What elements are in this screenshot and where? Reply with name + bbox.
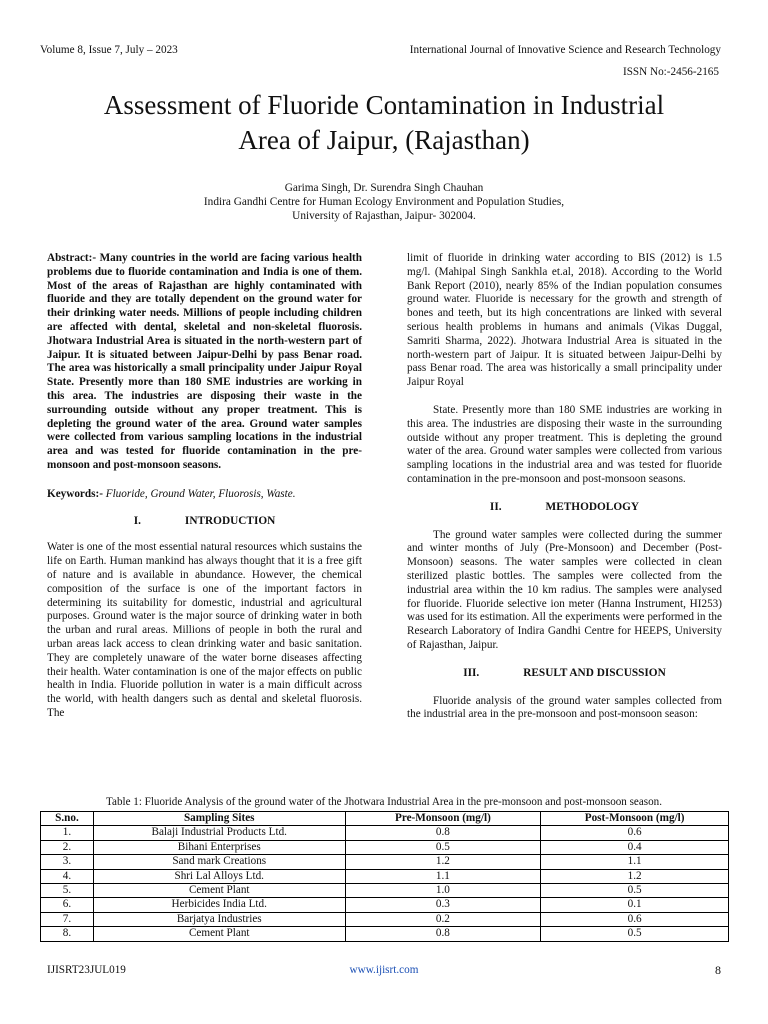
cell-sno: 2. [41,840,94,854]
table-row [41,840,729,854]
section-results-title: RESULT AND DISCUSSION [523,666,666,679]
cell-sno: 4. [41,869,94,883]
cell-sno: 1. [41,826,94,840]
header-journal: International Journal of Innovative Science and Research Technology [409,44,721,56]
footer-website-link[interactable]: www.ijisrt.com [349,964,419,976]
table-caption: Table 1: Fluoride Analysis of the ground water of the Jhotwara Industrial Area in the pre-monsoon and post-monsoon season. [106,796,662,808]
affiliation-line-1: Indira Gandhi Centre for Human Ecology Environment and Population Studies, [203,196,565,208]
cell-site: Bihani Enterprises [93,840,345,854]
cell-post: 1.1 [541,855,729,869]
cell-post: 0.5 [541,884,729,898]
cell-site: Herbicides India Ltd. [93,898,345,912]
keywords-line [47,488,362,502]
title-line-1: Assessment of Fluoride Contamination in Industrial [103,90,665,120]
cell-pre: 0.5 [345,840,541,854]
cell-site: Cement Plant [93,927,345,941]
results-paragraph: Fluoride analysis of the ground water samples collected from the industrial area in the pre-monsoon and post-monsoon season: [407,694,722,721]
left-column [47,252,362,721]
table-row [41,855,729,869]
section-intro-heading [47,515,362,529]
section-intro-title: INTRODUCTION [184,514,276,527]
affiliation-line-2: University of Rajasthan, Jaipur- 302004. [292,210,476,222]
keywords-label: Keywords:- [47,487,103,500]
col-header-pre-monsoon: Pre-Monsoon (mg/l) [345,812,541,826]
table-row [41,912,729,926]
cell-post: 0.5 [541,927,729,941]
cell-sno: 6. [41,898,94,912]
cell-post: 1.2 [541,869,729,883]
col-header-post-monsoon: Post-Monsoon (mg/l) [541,812,729,826]
right-paragraph-2: State. Presently more than 180 SME industries are working in this area. The industries are disposing their waste in the surrounding outside without any proper treatment. This is depleting the ground water of the area. Ground water samples were collected from various sampling locations in the industrial area and was tested for fluoride contamination in the pre-monsoon and post-monsoon seasons. [407,403,722,485]
cell-site: Balaji Industrial Products Ltd. [93,826,345,840]
cell-post: 0.4 [541,840,729,854]
cell-site: Sand mark Creations [93,855,345,869]
table-row [41,884,729,898]
section-methodology-title: METHODOLOGY [545,500,640,513]
right-paragraph-1: limit of fluoride in drinking water according to BIS (2012) is 1.5 mg/l. (Mahipal Singh Sankhla et.al, 2018). According to the World Bank Report (2010), nearly 85% of the Indian population consumes ground water. Fluoride is necessary for the growth and strength of bones and teeth, but its high concentrations are linked with several serious health problems in humans and animals (Vikas Duggal, Samriti Sharma, 2022). Jhotwara Industrial Area is situated in the north-western part of Jaipur. It is situated between Jaipur-Delhi by pass Benar road. The area was historically a small principality under Jaipur Royal [407,252,722,389]
cell-pre: 0.8 [345,826,541,840]
methodology-paragraph: The ground water samples were collected during the summer and winter months of July (Pre-Monsoon) and December (Post-Monsoon) seasons. The water samples were collected in clean sterilized plastic bottles. The samples were collected from the industrial area within the 10 km radius. The samples were analysed for fluoride. Fluoride selective ion meter (Hanna Instrument, HI253) was used for its estimation. All the experiments were performed in the Research Laboratory of Indira Gandhi Centre for HEEPS, University of Rajasthan, Jaipur. [407,528,722,651]
page-title [40,88,728,158]
title-line-2: Area of Jaipur, (Rajasthan) [238,125,530,155]
cell-post: 0.6 [541,912,729,926]
col-header-sno: S.no. [41,812,94,826]
cell-pre: 0.2 [345,912,541,926]
section-results-heading [407,667,722,681]
cell-pre: 0.3 [345,898,541,912]
authors: Garima Singh, Dr. Surendra Singh Chauhan [284,182,484,194]
section-methodology-number: II. [489,500,502,513]
cell-sno: 5. [41,884,94,898]
footer-page-number: 8 [715,963,721,977]
cell-sno: 7. [41,912,94,926]
fluoride-table [40,811,729,942]
section-methodology-heading [407,501,722,515]
cell-site: Barjatya Industries [93,912,345,926]
keywords: Fluoride, Ground Water, Fluorosis, Waste. [105,487,296,500]
table-row [41,898,729,912]
table-row [41,927,729,941]
table-header-row [41,812,729,826]
cell-site: Cement Plant [93,884,345,898]
header-volume: Volume 8, Issue 7, July – 2023 [40,44,178,56]
section-results-number: III. [463,666,480,679]
cell-pre: 0.8 [345,927,541,941]
cell-pre: 1.0 [345,884,541,898]
cell-site: Shri Lal Alloys Ltd. [93,869,345,883]
cell-sno: 8. [41,927,94,941]
cell-sno: 3. [41,855,94,869]
table-row [41,869,729,883]
cell-pre: 1.1 [345,869,541,883]
right-column [407,252,722,722]
cell-post: 0.1 [541,898,729,912]
footer-paper-code: IJISRT23JUL019 [47,964,126,976]
section-intro-number: I. [133,514,141,527]
header-issn: ISSN No:-2456-2165 [622,66,719,78]
col-header-site: Sampling Sites [93,812,345,826]
abstract: Abstract:- Many countries in the world are facing various health problems due to fluoride contamination and India is one of them. Most of the areas of Rajasthan are highly contaminated with fluoride and they are totally dependent on the ground water for their drinking water needs. Millions of people including children are affected with dental, skeletal and non-skeletal fluorosis. Jhotwara Industrial Area is situated in the north-western part of Jaipur. It is situated between Jaipur-Delhi by pass Benar road. The area was historically a small principality under Jaipur Royal State. Presently more than 180 SME industries are working in this area. The industries are disposing their waste in the surrounding outside without any proper treatment. This is depleting the ground water of the area. Ground water samples were collected from various sampling locations in the industrial area and was tested for fluoride contamination in the pre-monsoon and post-monsoon seasons. [47,252,362,471]
table-row [41,826,729,840]
cell-post: 0.6 [541,826,729,840]
intro-paragraph: Water is one of the most essential natural resources which sustains the life on Earth. Human mankind has always thought that it is a free gift of nature and is available in abundance. However, the chemical composition of the surface is one of the important factors in determining its suitability for domestic, industrial and agricultural purposes. Ground water is the major source of drinking water in both the urban and rural areas. Millions of people in both the rural and urban areas lack access to clean drinking water and basic sanitation. They are completely unaware of the water borne diseases affecting their health. Water contamination is one of the major effects on public health in India. Fluoride pollution in water is a main difficult across the world, with health dangers such as dental and skeletal fluorosis. The [47,541,362,719]
cell-pre: 1.2 [345,855,541,869]
